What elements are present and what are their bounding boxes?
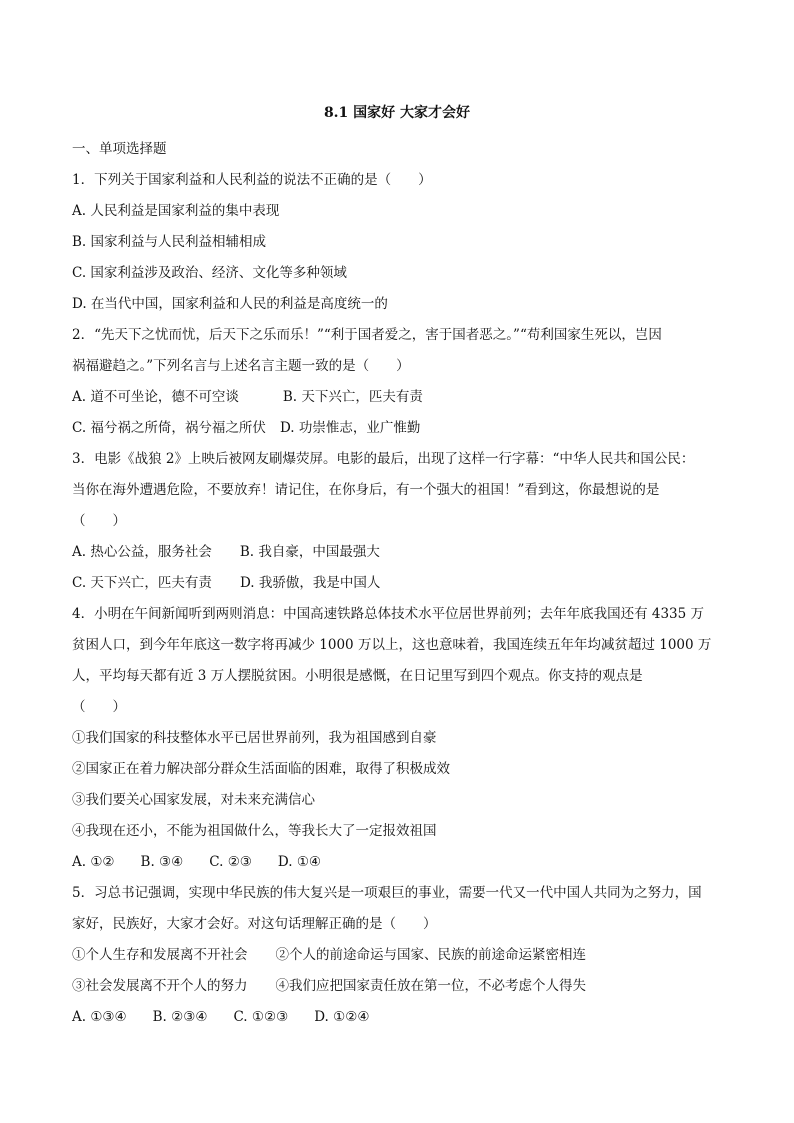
question-2-option-a: A. 道不可坐论，德不可空谈 (72, 389, 239, 405)
question-5-stem-line-1: 5．习总书记强调，实现中华民族的伟大复兴是一项艰巨的事业，需要一代又一代中国人共同为之努力，国 (72, 885, 702, 901)
question-3-stem-line-1: 3．电影《战狼 2》上映后被网友刷爆荧屏。电影的最后，出现了这样一行字幕：“中华人民共和国公民： (72, 451, 695, 467)
question-2-option-c: C. 福兮祸之所倚，祸兮福之所伏 (72, 420, 266, 436)
question-4-statement-1: ①我们国家的科技整体水平已居世界前列，我为祖国感到自豪 (72, 730, 437, 746)
question-5-statement-2: ②个人的前途命运与国家、民族的前途命运紧密相连 (275, 947, 586, 963)
question-2-option-d: D. 功崇惟志，业广惟勤 (279, 420, 421, 436)
question-2-option-b: B. 天下兴亡，匹夫有责 (282, 389, 423, 405)
question-4-option-d: D. ①④ (277, 854, 322, 870)
question-5-statement-row-1 (72, 940, 726, 971)
question-5-option-a: A. ①③④ (72, 1009, 127, 1025)
question-3-option-b: B. 我自豪，中国最强大 (239, 544, 380, 560)
question-5-option-d: D. ①②④ (314, 1009, 370, 1025)
question-3-stem-line-2: 当你在海外遭遇危险，不要放弃！请记住，在你身后，有一个强大的祖国！”看到这，你最想说的是 (72, 482, 660, 498)
question-2-option-row-2 (72, 413, 726, 444)
question-4-stem-line-2: 贫困人口，到今年年底这一数字将再减少 1000 万以上，这也意味着，我国连续五年年均减贫超过 1000 万 (72, 637, 712, 653)
question-3-option-row-1 (72, 537, 726, 568)
question-5-option-row (72, 1002, 726, 1033)
question-5-stem-line-2: 家好，民族好，大家才会好。对这句话理解正确的是（ ） (72, 916, 437, 932)
question-4-statement-3: ③我们要关心国家发展，对未来充满信心 (72, 792, 315, 808)
question-3-option-a: A. 热心公益，服务社会 (72, 544, 212, 560)
question-5-statement-1: ①个人生存和发展离不开社会 (72, 947, 248, 963)
question-3-stem-line-3: （ ） (72, 513, 126, 529)
question-4-option-row (72, 847, 726, 878)
question-5-option-b: B. ②③④ (152, 1009, 208, 1025)
question-4-stem-line-3: 人，平均每天都有近 3 万人摆脱贫困。小明很是感慨，在日记里写到四个观点。你支持的观点是 (72, 668, 643, 684)
question-4-statement-4: ④我现在还小，不能为祖国做什么，等我长大了一定报效祖国 (72, 823, 437, 839)
question-4-option-b: B. ③④ (140, 854, 184, 870)
question-3-option-d: D. 我骄傲，我是中国人 (239, 575, 381, 591)
question-4-stem-line-4: （ ） (72, 699, 126, 715)
question-3-option-row-2 (72, 568, 726, 599)
question-4-option-a: A. ①② (72, 854, 115, 870)
section-heading: 一、单项选择题 (72, 141, 167, 157)
question-5-statement-row-2 (72, 971, 726, 1002)
question-3-option-c: C. 天下兴亡，匹夫有责 (72, 575, 212, 591)
question-1-option-c: C. 国家利益涉及政治、经济、文化等多种领域 (72, 265, 347, 281)
question-list (72, 134, 726, 1033)
question-5-statement-4: ④我们应把国家责任放在第一位，不必考虑个人得失 (275, 978, 586, 994)
question-1-option-d: D. 在当代中国，国家利益和人民的利益是高度统一的 (72, 296, 388, 312)
question-1-stem: 1．下列关于国家利益和人民利益的说法不正确的是（ ） (72, 172, 432, 188)
question-1-option-b: B. 国家利益与人民利益相辅相成 (72, 234, 267, 250)
question-5-statement-3: ③社会发展离不开个人的努力 (72, 978, 248, 994)
document-title: 8.1 国家好 大家才会好 (323, 105, 471, 121)
question-2-option-row-1 (72, 382, 726, 413)
question-5-option-c: C. ①②③ (233, 1009, 289, 1025)
question-2-stem-line-1: 2．“先天下之忧而忧，后天下之乐而乐！”“利于国者爱之，害于国者恶之。”“苟利国家生死以，岂因 (72, 327, 662, 343)
question-4-stem-line-1: 4．小明在午间新闻听到两则消息：中国高速铁路总体技术水平位居世界前列；去年年底我国还有 4335 万 (72, 606, 705, 622)
question-1-option-a: A. 人民利益是国家利益的集中表现 (72, 203, 280, 219)
question-4-statement-2: ②国家正在着力解决部分群众生活面临的困难，取得了积极成效 (72, 761, 450, 777)
question-2-stem-line-2: 祸福避趋之。”下列名言与上述名言主题一致的是（ ） (72, 358, 410, 374)
question-4-option-c: C. ②③ (209, 854, 252, 870)
